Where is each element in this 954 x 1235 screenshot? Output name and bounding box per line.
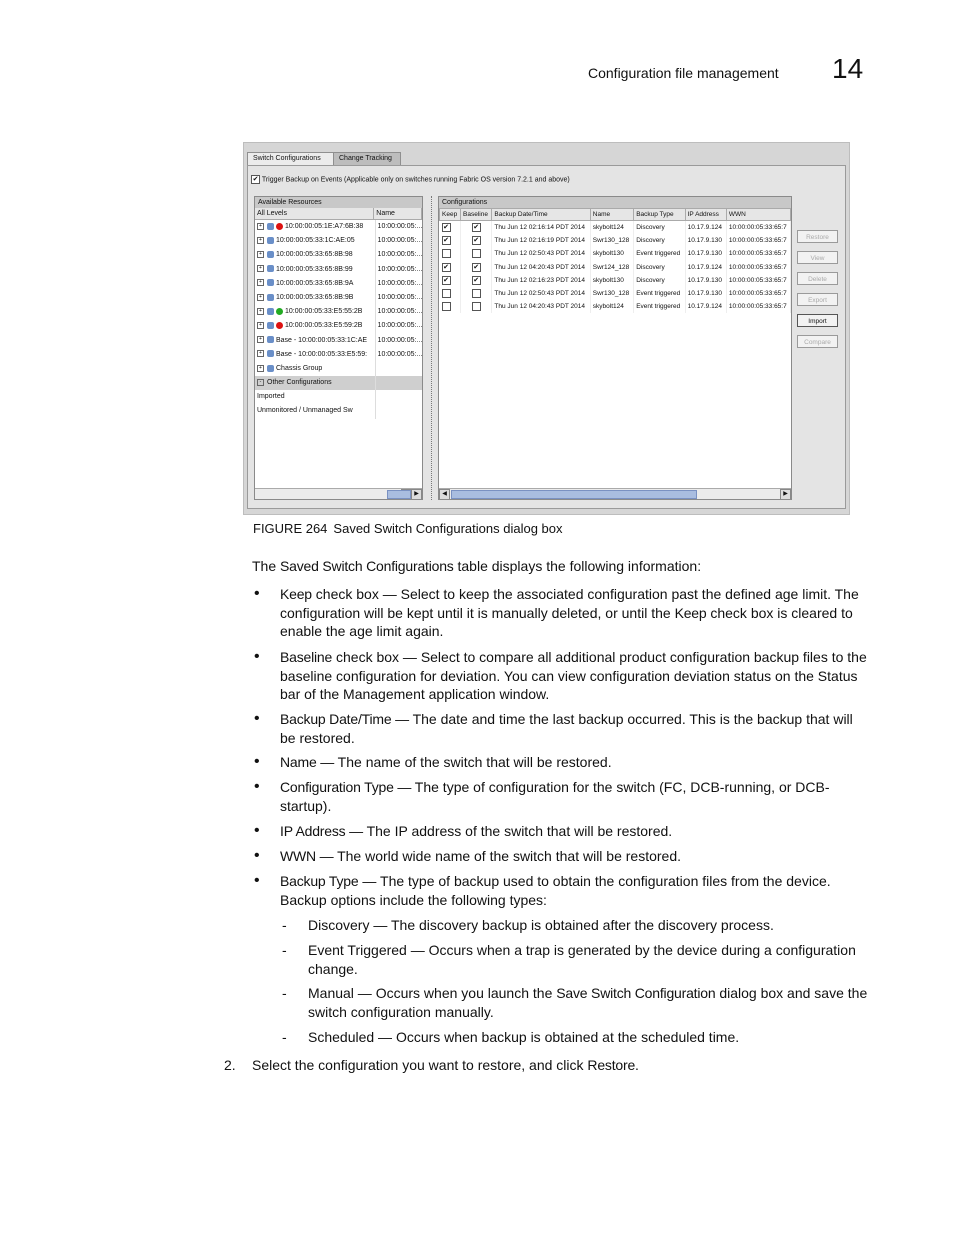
tree-item-name: 10:00:00:05:... — [375, 305, 422, 319]
available-horizontal-scrollbar[interactable] — [255, 488, 422, 499]
available-resources-title: Available Resources — [255, 197, 422, 208]
wwn-cell: 10:00:00:05:33:65:7 — [726, 221, 790, 235]
tree-item-name: 10:00:00:05:... — [375, 263, 422, 277]
configurations-title: Configurations — [439, 197, 791, 208]
term: Save Switch Configuration — [556, 985, 716, 1001]
scroll-right-icon[interactable]: ▶ — [780, 489, 791, 500]
configurations-panel — [438, 196, 792, 500]
configurations-table — [439, 208, 791, 313]
other-configurations-group[interactable] — [255, 376, 422, 390]
expand-icon[interactable]: + — [257, 265, 264, 272]
tree-item[interactable] — [255, 305, 422, 319]
expand-icon[interactable]: + — [257, 350, 264, 357]
backup-type-cell: Event triggered — [634, 247, 685, 260]
backup-type-cell: Event triggered — [634, 300, 685, 313]
term: Keep — [674, 604, 707, 621]
tree-item-unmonitored[interactable]: Unmonitored / Unmanaged Sw — [255, 404, 422, 418]
term: Backup Date/Time — — [280, 711, 409, 727]
table-row[interactable] — [440, 300, 791, 313]
expand-icon[interactable]: + — [257, 322, 264, 329]
ip-address-cell: 10.17.9.124 — [685, 261, 726, 274]
backup-type-cell: Discovery — [634, 234, 685, 247]
term: Keep — [280, 586, 312, 602]
bullet-item: • Baseline check box — Select to compare all additional product configuration backup files to the baseline configuration for deviation. You can view configuration deviation status on the Status bar of the Management application window. — [280, 648, 872, 704]
ip-address-cell: 10.17.9.130 — [685, 247, 726, 260]
backup-date-cell: Thu Jun 12 02:50:43 PDT 2014 — [492, 287, 590, 300]
group-label: Other Configurations — [267, 379, 332, 387]
ip-address-cell: 10.17.9.124 — [685, 221, 726, 235]
collapse-icon[interactable]: - — [257, 379, 264, 386]
wwn-cell: 10:00:00:05:33:65:7 — [726, 300, 790, 313]
backup-type-cell: Discovery — [634, 274, 685, 287]
term: Name — — [280, 754, 335, 770]
dialog-screenshot — [243, 142, 850, 515]
restore-button[interactable]: Restore — [797, 230, 838, 243]
figure-label: FIGURE 264 — [253, 521, 328, 536]
scroll-thumb[interactable] — [387, 490, 411, 499]
chapter-number: 14 — [832, 53, 864, 84]
switch-icon — [267, 322, 274, 329]
expand-icon[interactable]: + — [257, 223, 264, 230]
backup-date-cell: Thu Jun 12 02:50:43 PDT 2014 — [492, 247, 590, 260]
tree-item[interactable] — [255, 334, 422, 348]
tree-item[interactable] — [255, 277, 422, 291]
import-button[interactable]: Import — [797, 314, 838, 327]
switch-icon — [267, 308, 274, 315]
tree-item[interactable] — [255, 220, 422, 234]
tree-item[interactable] — [255, 362, 422, 376]
keep-checkbox[interactable] — [442, 302, 451, 311]
tree-item-label: 10:00:00:05:1E:A7:6B:38 — [285, 223, 364, 230]
column-header[interactable]: IP Address — [685, 209, 726, 221]
column-header[interactable]: Backup Type — [634, 209, 685, 221]
column-header[interactable]: Keep — [440, 209, 461, 221]
compare-button[interactable]: Compare — [797, 335, 838, 348]
tree-item-name: 10:00:00:05:... — [375, 291, 422, 305]
switch-icon — [267, 336, 274, 343]
bullet-item: • IP Address — The IP address of the switch that will be restored. — [280, 822, 872, 841]
name-cell: skybolt124 — [590, 300, 633, 313]
ip-address-cell: 10.17.9.124 — [685, 300, 726, 313]
name-cell: skybolt124 — [590, 221, 633, 235]
bullet-item: • Name — The name of the switch that will be restored. — [280, 753, 872, 772]
backup-type-cell: Discovery — [634, 261, 685, 274]
tab-change-tracking[interactable]: Change Tracking — [333, 152, 401, 165]
term: Backup Type — [280, 873, 359, 889]
column-all-levels[interactable]: All Levels — [255, 208, 374, 219]
switch-icon — [267, 251, 274, 258]
term: IP Address — — [280, 823, 363, 839]
tree-item-name — [375, 362, 422, 376]
status-icon — [276, 308, 283, 315]
column-header[interactable]: Backup Date/Time — [492, 209, 590, 221]
sub-bullet-item: - Event Triggered — Occurs when a trap is generated by the device during a configuration change. — [308, 941, 872, 978]
tree-item-name: 10:00:00:05:... — [375, 220, 422, 234]
switch-icon — [267, 237, 274, 244]
table-row[interactable] — [440, 261, 791, 274]
tree-item-label: 10:00:00:05:33:65:8B:9A — [276, 279, 354, 287]
wwn-cell: 10:00:00:05:33:65:7 — [726, 261, 790, 274]
name-cell: skybolt130 — [590, 247, 633, 260]
wwn-cell: 10:00:00:05:33:65:7 — [726, 234, 790, 247]
switch-icon — [267, 350, 274, 357]
sub-bullet-item: - Manual — Occurs when you launch the Save Switch Configuration dialog box and save the switch configuration manually. — [308, 984, 872, 1021]
tree-item-label: 10:00:00:05:33:65:8B:99 — [276, 265, 353, 273]
bullet-item: • Configuration Type — The type of configuration for the switch (FC, DCB-running, or DCB-startup). — [280, 778, 872, 815]
tree-item-label: 10:00:00:05:33:E5:59:2B — [285, 322, 363, 330]
expand-icon[interactable]: + — [257, 308, 264, 315]
tree-item-label: 10:00:00:05:33:65:8B:98 — [276, 251, 353, 259]
ip-address-cell: 10.17.9.130 — [685, 234, 726, 247]
switch-icon — [267, 265, 274, 272]
keep-checkbox[interactable] — [442, 276, 451, 285]
view-button[interactable]: View — [797, 251, 838, 264]
tree-item[interactable] — [255, 248, 422, 262]
tree-item[interactable] — [255, 291, 422, 305]
wwn-cell: 10:00:00:05:33:65:7 — [726, 274, 790, 287]
tab-switch-configurations[interactable]: Switch Configurations — [247, 152, 334, 165]
baseline-checkbox[interactable] — [472, 249, 481, 258]
action-buttons — [797, 230, 838, 356]
backup-date-cell: Thu Jun 12 02:16:14 PDT 2014 — [492, 221, 590, 235]
step-number: 2. — [224, 1057, 236, 1073]
available-resources-panel — [254, 196, 423, 500]
switch-icon — [267, 223, 274, 230]
ip-address-cell: 10.17.9.130 — [685, 287, 726, 300]
column-name[interactable]: Name — [374, 208, 422, 219]
backup-date-cell: Thu Jun 12 02:16:19 PDT 2014 — [492, 234, 590, 247]
baseline-checkbox[interactable] — [472, 276, 481, 285]
baseline-checkbox[interactable] — [472, 302, 481, 311]
sub-bullet-item: - Scheduled — Occurs when backup is obtained at the scheduled time. — [308, 1028, 872, 1047]
figure-title: Saved Switch Configurations dialog box — [333, 521, 563, 536]
column-header[interactable]: Baseline — [461, 209, 492, 221]
switch-icon — [267, 294, 274, 301]
export-button[interactable]: Export — [797, 293, 838, 306]
name-cell: Swr124_128 — [590, 261, 633, 274]
tree-item-label: Base - 10:00:00:05:33:1C:AE — [276, 336, 368, 344]
name-cell: Swr130_128 — [590, 234, 633, 247]
term: Saved Switch Configurations — [280, 558, 454, 574]
tree-item-label: Chassis Group — [276, 364, 323, 372]
tree-item-name: 10:00:00:05:... — [375, 248, 422, 262]
status-icon — [276, 223, 283, 230]
trigger-backup-checkbox[interactable] — [251, 175, 260, 184]
switch-icon — [267, 365, 274, 372]
baseline-checkbox[interactable] — [472, 223, 481, 232]
ip-address-cell: 10.17.9.130 — [685, 274, 726, 287]
backup-date-cell: Thu Jun 12 04:20:43 PDT 2014 — [492, 300, 590, 313]
trigger-backup-label: Trigger Backup on Events (Applicable only on switches running Fabric OS version 7.2.1 and above) — [261, 176, 570, 184]
term: Configuration Type — — [280, 779, 412, 795]
expand-icon[interactable]: + — [257, 294, 264, 301]
wwn-cell: 10:00:00:05:33:65:7 — [726, 247, 790, 260]
baseline-checkbox[interactable] — [472, 289, 481, 298]
column-header[interactable]: WWN — [726, 209, 790, 221]
backup-date-cell: Thu Jun 12 02:16:23 PDT 2014 — [492, 274, 590, 287]
tree-item[interactable] — [255, 234, 422, 248]
trigger-backup-option — [251, 175, 570, 184]
tree-item[interactable] — [255, 263, 422, 277]
table-row[interactable] — [440, 221, 791, 235]
name-cell: Swr130_128 — [590, 287, 633, 300]
available-resources-header — [255, 208, 422, 220]
step-text: Select the configuration you want to restore, and click Restore. — [252, 1057, 639, 1073]
delete-button[interactable]: Delete — [797, 272, 838, 285]
tree-item[interactable] — [255, 348, 422, 362]
backup-type-cell: Discovery — [634, 221, 685, 235]
term: Baseline — [280, 649, 333, 665]
expand-icon[interactable]: + — [257, 237, 264, 244]
switch-icon — [267, 279, 274, 286]
keep-checkbox[interactable] — [442, 236, 451, 245]
table-row[interactable] — [440, 287, 791, 300]
bullet-item: • Backup Date/Time — The date and time the last backup occurred. This is the backup that will be restored. — [280, 710, 872, 747]
tree-item[interactable] — [255, 319, 422, 333]
table-row[interactable] — [440, 234, 791, 247]
table-row[interactable] — [440, 274, 791, 287]
scroll-right-icon[interactable]: ▶ — [411, 489, 422, 500]
expand-icon[interactable]: + — [257, 365, 264, 372]
keep-checkbox[interactable] — [442, 223, 451, 232]
backup-type-cell: Event triggered — [634, 287, 685, 300]
panel-splitter[interactable] — [431, 196, 436, 500]
tree-item-imported[interactable]: Imported — [255, 390, 422, 404]
tree-item-name: 10:00:00:05:... — [375, 234, 422, 248]
term: WWN — — [280, 848, 334, 864]
baseline-checkbox[interactable] — [472, 236, 481, 245]
keep-checkbox[interactable] — [442, 249, 451, 258]
bullet-item: • Keep check box — Select to keep the associated configuration past the defined age limit. The configuration will be kept until it is manually deleted, or until the Keep check box is cleared to enable the age limit again. — [280, 585, 872, 641]
tree-item-label: Base - 10:00:00:05:33:E5:59: — [276, 350, 368, 358]
table-row[interactable] — [440, 247, 791, 260]
tree-item-name: 10:00:00:05:... — [375, 348, 422, 362]
intro-paragraph: The Saved Switch Configurations table displays the following information: — [252, 558, 702, 574]
backup-date-cell: Thu Jun 12 04:20:43 PDT 2014 — [492, 261, 590, 274]
wwn-cell: 10:00:00:05:33:65:7 — [726, 287, 790, 300]
bullet-item: • Backup Type — The type of backup used to obtain the configuration files from the device. Backup options include the following types: — [280, 872, 872, 909]
restore-term: Restore — [587, 1057, 636, 1073]
keep-checkbox[interactable] — [442, 263, 451, 272]
bullet-item: • WWN — The world wide name of the switch that will be restored. — [280, 847, 872, 866]
tree-item-label: 10:00:00:05:33:65:8B:9B — [276, 293, 354, 301]
expand-icon[interactable]: + — [257, 279, 264, 286]
scroll-left-icon[interactable]: ◀ — [439, 489, 450, 500]
section-title: Configuration file management — [588, 65, 779, 81]
keep-checkbox[interactable] — [442, 289, 451, 298]
column-header[interactable]: Name — [590, 209, 633, 221]
tree-item-name: 10:00:00:05:... — [375, 319, 422, 333]
tree-item-name: 10:00:00:05:... — [375, 277, 422, 291]
tree-item-label: 10:00:00:05:33:1C:AE:05 — [276, 237, 355, 245]
figure-caption — [253, 521, 563, 536]
status-icon — [276, 322, 283, 329]
tree-item-name: 10:00:00:05:... — [375, 334, 422, 348]
sub-bullet-item: - Discovery — The discovery backup is obtained after the discovery process. — [308, 916, 872, 935]
configurations-horizontal-scrollbar[interactable] — [439, 488, 791, 499]
name-cell: skybolt130 — [590, 274, 633, 287]
scroll-thumb[interactable] — [451, 490, 697, 499]
tree-item-label: 10:00:00:05:33:E5:55:2B — [285, 308, 363, 316]
expand-icon[interactable]: + — [257, 251, 264, 258]
expand-icon[interactable]: + — [257, 336, 264, 343]
baseline-checkbox[interactable] — [472, 263, 481, 272]
